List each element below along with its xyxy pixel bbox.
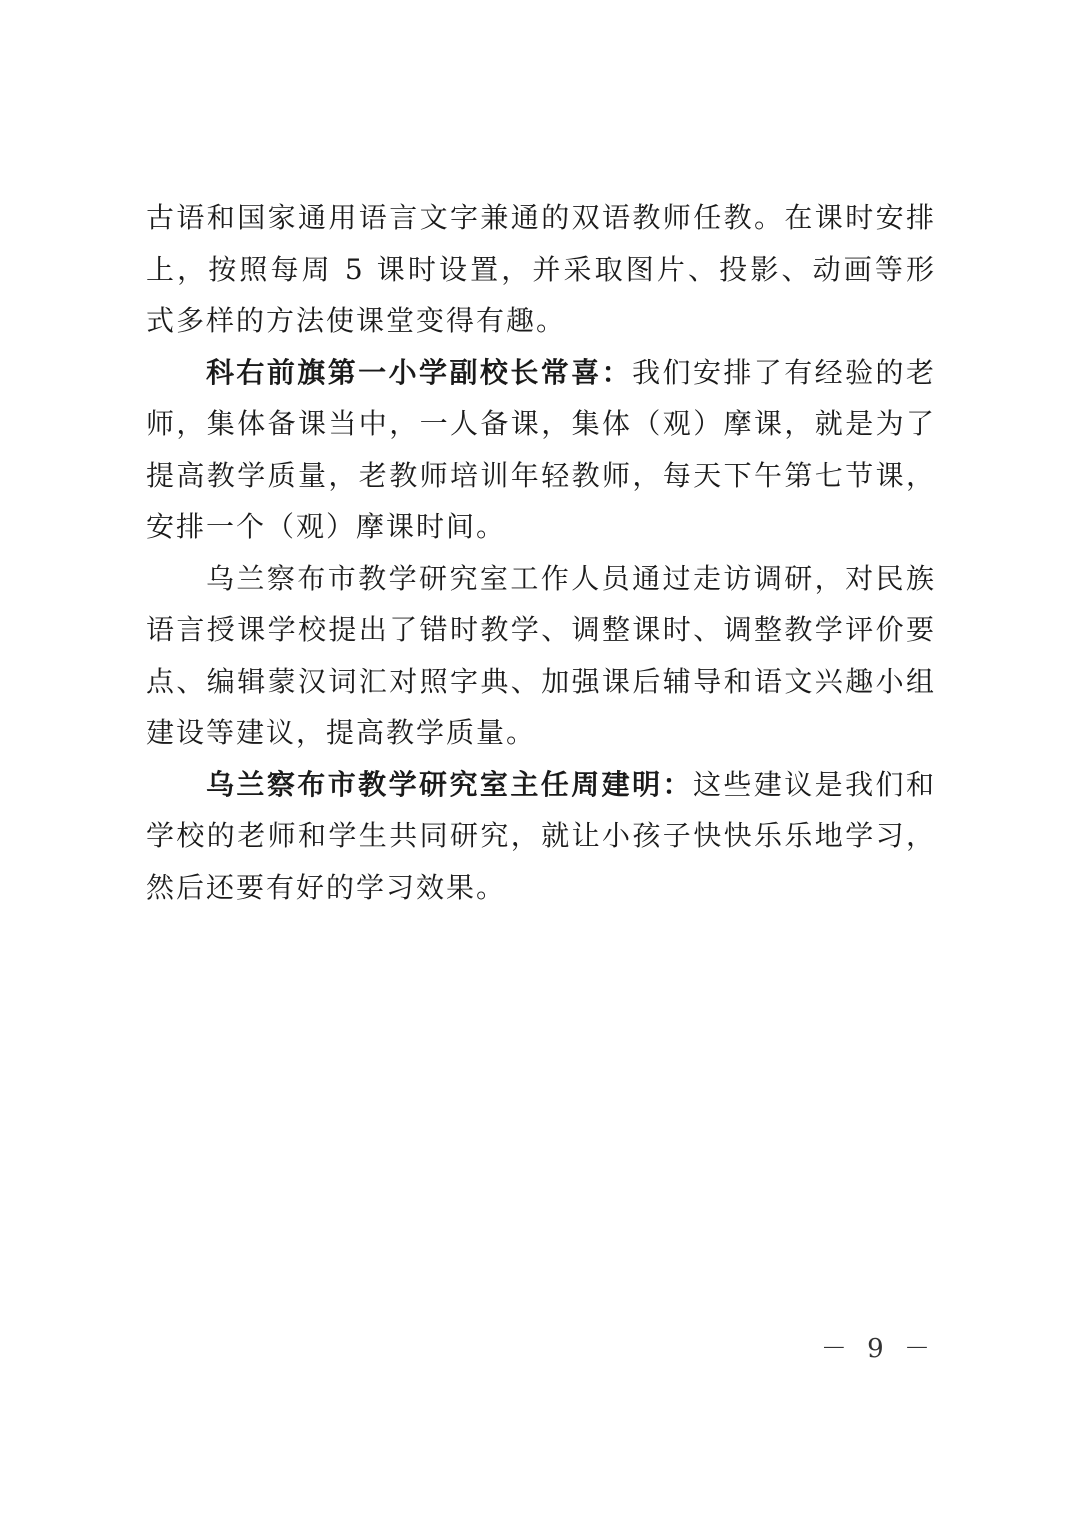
paragraph-text: 乌兰察布市教学研究室工作人员通过走访调研，对民族语言授课学校提出了错时教学、调整课时、调整教学评价要点、编辑蒙汉词汇对照字典、加强课后辅导和语文兴趣小组建设等建议，提高教学质量。 bbox=[146, 561, 936, 749]
document-body bbox=[146, 192, 936, 913]
paragraph-quote-vice-principal bbox=[146, 347, 936, 553]
paragraph-quote-director bbox=[146, 759, 936, 914]
speaker-label: 科右前旗第一小学副校长常喜： bbox=[206, 355, 633, 389]
paragraph-text: 古语和国家通用语言文字兼通的双语教师任教。在课时安排上，按照每周 5 课时设置，并采取图片、投影、动画等形式多样的方法使课堂变得有趣。 bbox=[146, 201, 936, 337]
paragraph-continuation bbox=[146, 192, 936, 347]
speaker-label: 乌兰察布市教学研究室主任周建明： bbox=[206, 767, 693, 801]
paragraph-research-office bbox=[146, 553, 936, 759]
paragraph-text: 我们安排了有经验的老师，集体备课当中，一人备课，集体（观）摩课，就是为了提高教学质量，老教师培训年轻教师，每天下午第七节课，安排一个（观）摩课时间。 bbox=[146, 355, 936, 543]
page-number: － 9 － bbox=[820, 1334, 936, 1364]
paragraph-text: 这些建议是我们和学校的老师和学生共同研究，就让小孩子快快乐乐地学习，然后还要有好的学习效果。 bbox=[146, 767, 936, 904]
